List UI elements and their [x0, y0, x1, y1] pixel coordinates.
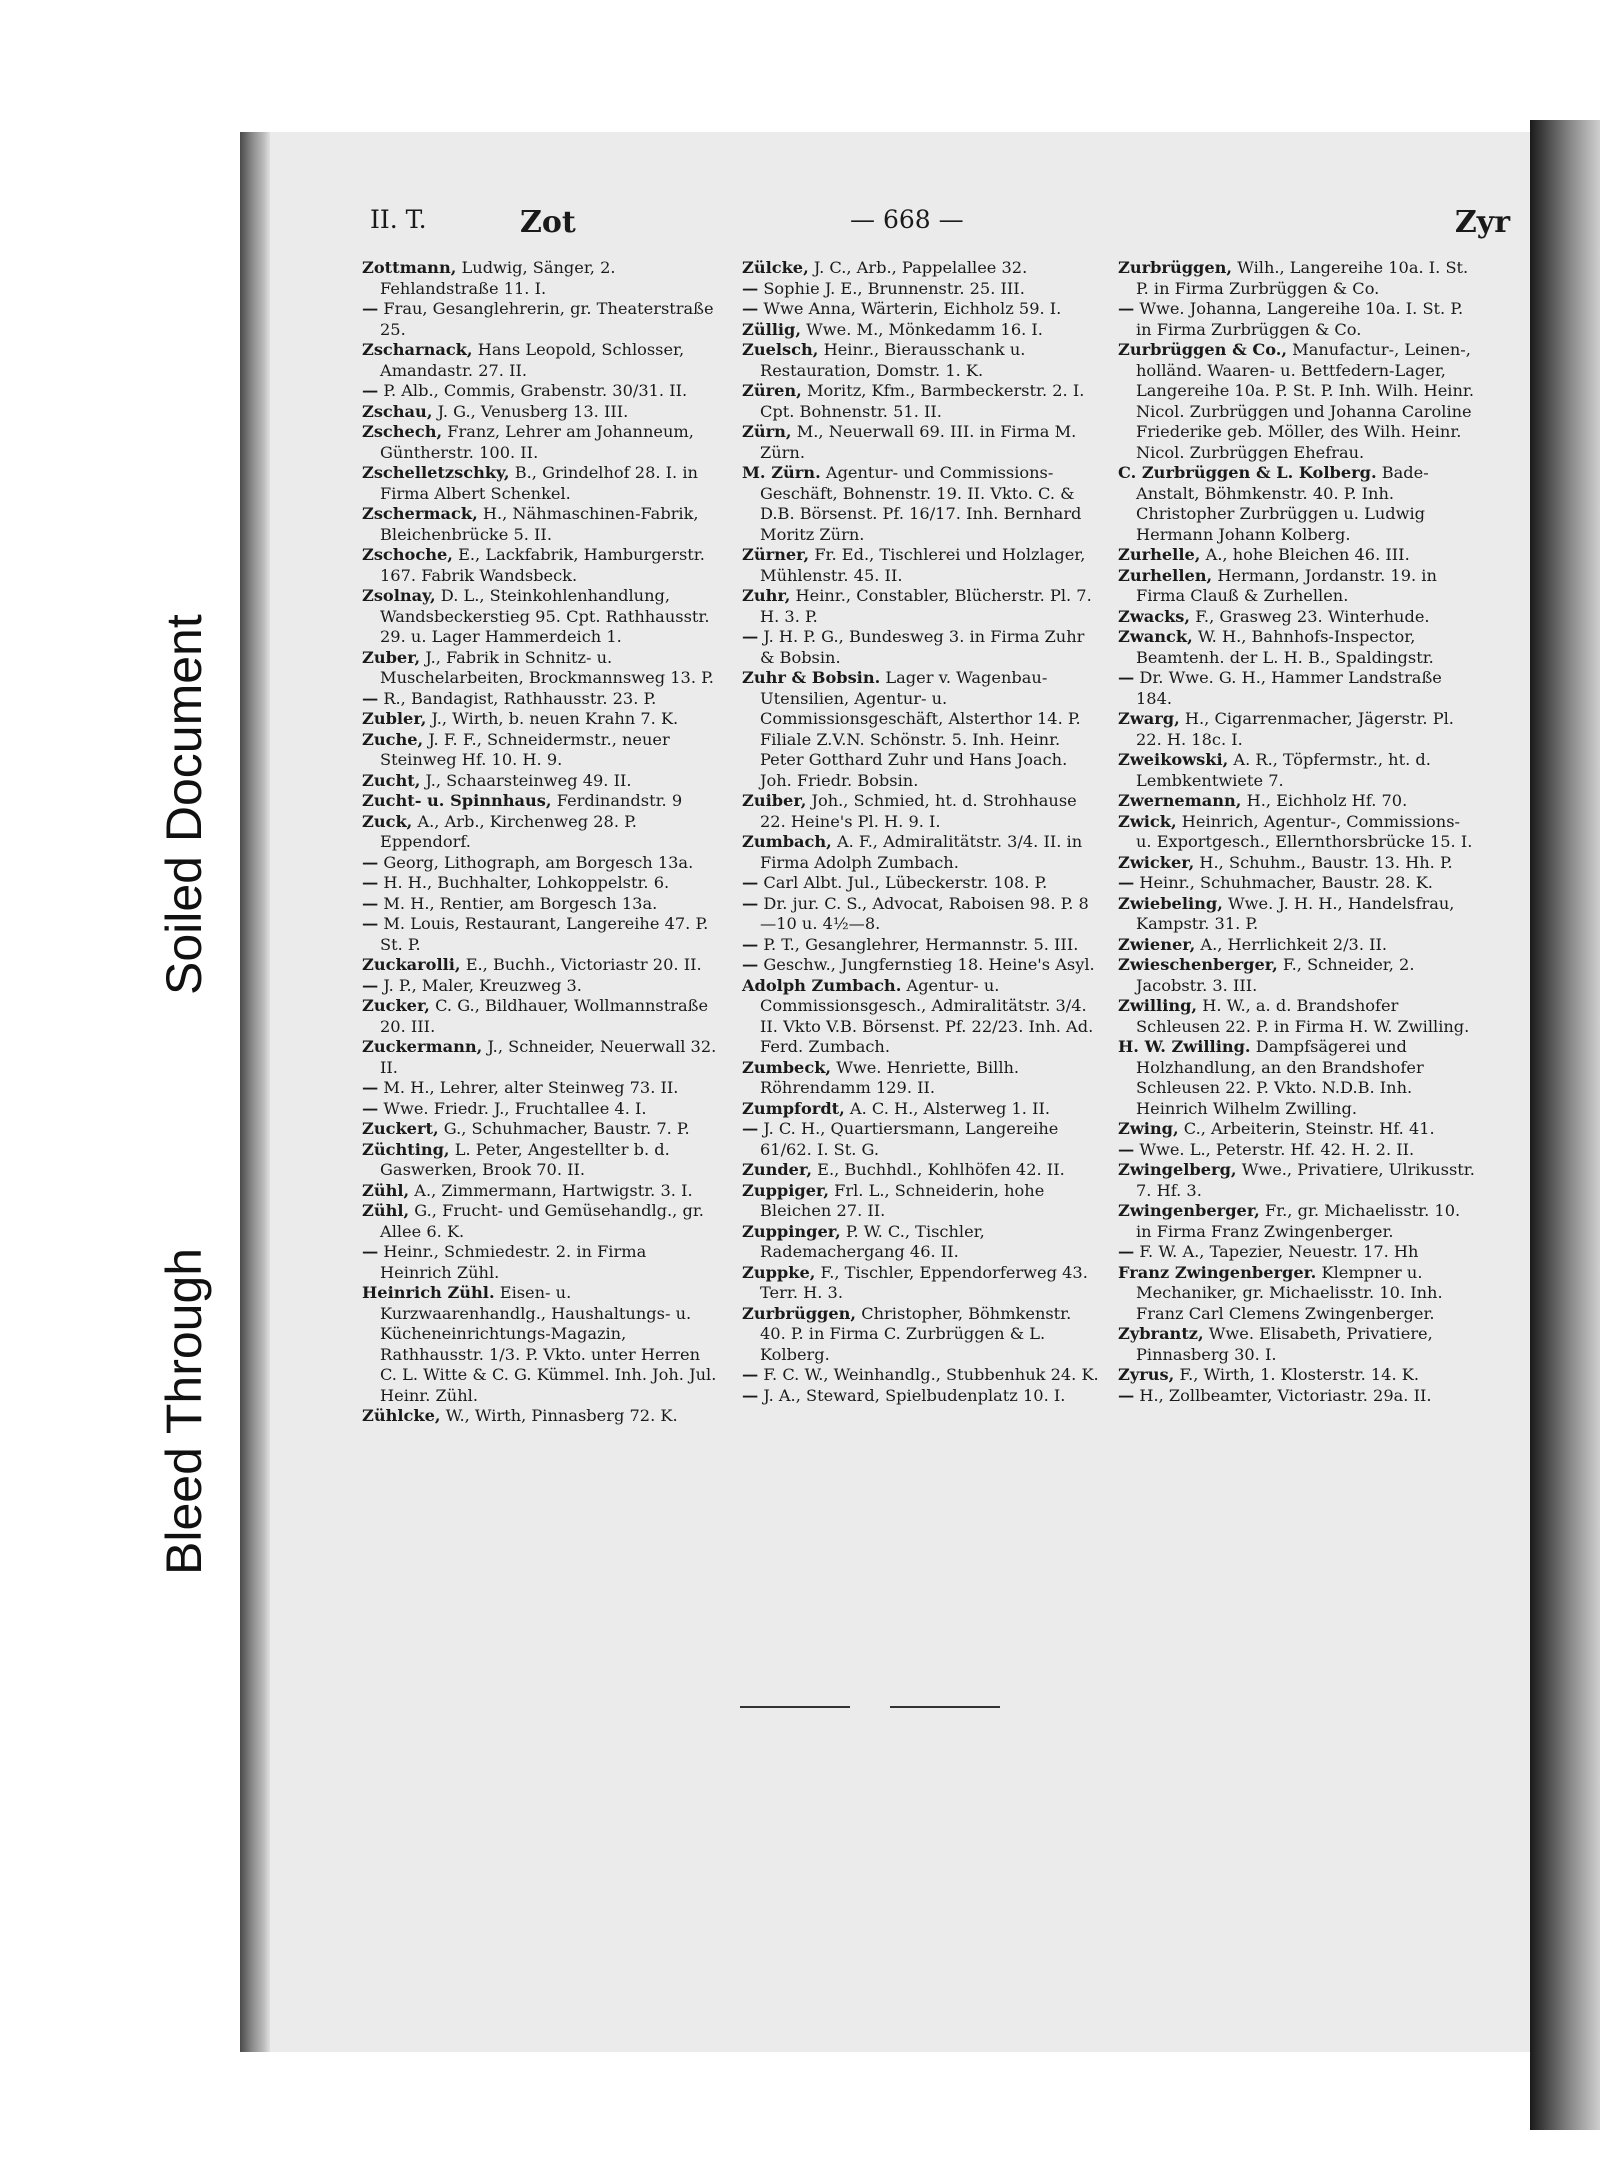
- header-catchword-left: Zot: [520, 205, 576, 240]
- entry-details: J. A., Steward, Spielbudenplatz 10. I.: [763, 1385, 1066, 1405]
- entry-details: A., Zimmermann, Hartwigstr. 3. I.: [414, 1180, 693, 1200]
- directory-entry: [742, 1263, 1102, 1304]
- entry-details: Moritz, Kfm., Barmbeckerstr. 2. I. Cpt. Bohnenstr. 51. II.: [760, 381, 1085, 421]
- entry-name: Heinrich Zühl.: [362, 1283, 495, 1302]
- directory-entry: [742, 668, 1102, 791]
- entry-details: Manufactur-, Leinen-, holländ. Waaren- u. Bettfedern-Lager, Langereihe 10a. P. St. P. Inh. Wilh. Heinr. Nicol. Zurbrüggen und Johanna Caroline Friederike geb. Möller, des Wilh. Heinr. Nicol. Zurbrüggen Ehefrau.: [1136, 340, 1475, 462]
- directory-entry: [742, 340, 1102, 381]
- end-ornament: [740, 1700, 1000, 1714]
- directory-entry: [1118, 709, 1478, 750]
- directory-entry: [362, 791, 722, 812]
- directory-entry: [1118, 627, 1478, 668]
- directory-entry: [742, 955, 1102, 976]
- directory-entry: [362, 648, 722, 689]
- entry-details: Wilh., Langereihe 10a. I. St. P. in Firma Zurbrüggen & Co.: [1136, 258, 1469, 298]
- entry-name: Zumpfordt,: [742, 1098, 845, 1118]
- directory-entry: [742, 586, 1102, 627]
- directory-entry: [1118, 258, 1478, 299]
- entry-name: Zwingelberg,: [1118, 1160, 1237, 1179]
- entry-name: Zwernemann,: [1118, 791, 1242, 810]
- entry-name: Zuppinger,: [742, 1221, 841, 1241]
- entry-name: —: [742, 1119, 759, 1138]
- entry-name: —: [362, 1098, 379, 1118]
- directory-entry: [362, 1242, 722, 1283]
- directory-entry: [362, 381, 722, 402]
- directory-entry: [362, 853, 722, 874]
- directory-entry: [1118, 1242, 1478, 1263]
- entry-details: Heinr., Schmiedestr. 2. in Firma Heinrich Zühl.: [380, 1242, 647, 1282]
- directory-entry: [362, 545, 722, 586]
- entry-name: —: [362, 688, 379, 708]
- directory-entry: [362, 771, 722, 792]
- entry-name: Züllig,: [742, 319, 801, 339]
- directory-entry: [362, 299, 722, 340]
- directory-entry: [1118, 668, 1478, 709]
- entry-details: Agentur- und Commissions-Geschäft, Bohnenstr. 19. II. Vkto. C. & D.B. Börsenst. Pf. 16/17. Inh. Bernhard Moritz Zürn.: [760, 463, 1082, 544]
- entry-name: Zwiebeling,: [1118, 893, 1223, 913]
- entry-details: J. F. F., Schneidermstr., neuer Steinweg Hf. 10. H. 9.: [380, 729, 670, 769]
- entry-details: Geschw., Jungfernstieg 18. Heine's Asyl.: [763, 955, 1095, 974]
- entry-name: Zyrus,: [1118, 1365, 1175, 1384]
- entry-details: A. C. H., Alsterweg 1. II.: [849, 1098, 1051, 1118]
- entry-details: Wwe. Henriette, Billh. Röhrendamm 129. II.: [760, 1057, 1020, 1097]
- entry-details: M. H., Rentier, am Borgesch 13a.: [383, 893, 658, 913]
- entry-details: F., Wirth, 1. Klosterstr. 14. K.: [1179, 1365, 1419, 1384]
- entry-name: —: [742, 1385, 759, 1405]
- directory-entry: [742, 627, 1102, 668]
- entry-details: A. F., Admiralitätstr. 3/4. II. in Firma Adolph Zumbach.: [760, 832, 1083, 872]
- entry-name: —: [1118, 873, 1135, 892]
- entry-details: Eisen- u. Kurzwaarenhandlg., Haushaltungs- u. Kücheneinrichtungs-Magazin, Rathhausstr. 1/3. P. Vkto. unter Herren C. L. Witte & C. G. Kümmel. Inh. Joh. Jul. Heinr. Zühl.: [380, 1283, 717, 1405]
- entry-details: J., Schneider, Neuerwall 32. II.: [380, 1037, 717, 1077]
- entry-name: Zurbrüggen,: [1118, 258, 1233, 277]
- directory-entry: [1118, 607, 1478, 628]
- entry-name: Zuck,: [362, 811, 413, 831]
- entry-details: Wwe. Johanna, Langereihe 10a. I. St. P. in Firma Zurbrüggen & Co.: [1136, 299, 1464, 339]
- directory-entry: [362, 1119, 722, 1140]
- directory-entry: [362, 1099, 722, 1120]
- entry-name: Züren,: [742, 381, 802, 400]
- entry-details: F. W. A., Tapezier, Neuestr. 17. Hh: [1139, 1242, 1419, 1261]
- directory-entry: [1118, 1324, 1478, 1365]
- directory-entry: [362, 709, 722, 730]
- directory-entry: [742, 320, 1102, 341]
- entry-name: —: [742, 873, 759, 892]
- directory-entry: [362, 1140, 722, 1181]
- directory-entry: [362, 976, 722, 997]
- entry-details: Wwe Anna, Wärterin, Eichholz 59. I.: [763, 299, 1062, 318]
- entry-name: Zwingenberger,: [1118, 1201, 1260, 1220]
- entry-details: Frau, Gesanglehrerin, gr. Theaterstraße 25.: [380, 299, 714, 339]
- directory-column-3: [1118, 258, 1478, 1406]
- directory-entry: [742, 1365, 1102, 1386]
- directory-entry: [742, 791, 1102, 832]
- entry-name: Adolph Zumbach.: [742, 975, 902, 995]
- directory-entry: [1118, 955, 1478, 996]
- entry-name: —: [362, 893, 379, 913]
- directory-entry: [362, 873, 722, 894]
- directory-entry: [1118, 935, 1478, 956]
- entry-details: Carl Albt. Jul., Lübeckerstr. 108. P.: [763, 873, 1048, 892]
- entry-details: L. Peter, Angestellter b. d. Gaswerken, Brook 70. II.: [380, 1139, 670, 1179]
- entry-name: —: [362, 1078, 379, 1097]
- entry-details: Sophie J. E., Brunnenstr. 25. III.: [763, 278, 1025, 298]
- entry-name: Zuckermann,: [362, 1037, 483, 1056]
- entry-details: Dr. jur. C. S., Advocat, Raboisen 98. P. 8—10 u. 4½—8.: [760, 893, 1089, 933]
- directory-entry: [362, 955, 722, 976]
- directory-entry: [742, 935, 1102, 956]
- entry-name: Zucht,: [362, 770, 421, 790]
- entry-details: Frl. L., Schneiderin, hohe Bleichen 27. II.: [760, 1180, 1045, 1220]
- directory-entry: [1118, 1140, 1478, 1161]
- entry-name: —: [742, 934, 759, 954]
- entry-name: H. W. Zwilling.: [1118, 1037, 1251, 1056]
- entry-details: G., Schuhmacher, Baustr. 7. P.: [443, 1119, 690, 1138]
- entry-details: J., Schaarsteinweg 49. II.: [425, 770, 632, 790]
- entry-name: Zwacks,: [1118, 606, 1191, 626]
- entry-name: Zwarg,: [1118, 709, 1180, 728]
- directory-entry: [362, 258, 722, 299]
- directory-entry: [362, 689, 722, 710]
- entry-details: M. H., Lehrer, alter Steinweg 73. II.: [383, 1078, 679, 1097]
- entry-details: Franz, Lehrer am Johanneum, Güntherstr. 100. II.: [380, 422, 694, 462]
- directory-entry: [742, 463, 1102, 545]
- entry-name: —: [742, 893, 759, 913]
- entry-details: E., Lackfabrik, Hamburgerstr. 167. Fabrik Wandsbeck.: [380, 545, 705, 585]
- entry-name: Züchting,: [362, 1139, 450, 1159]
- directory-entry: [1118, 996, 1478, 1037]
- directory-entry: [742, 1058, 1102, 1099]
- directory-entry: [1118, 894, 1478, 935]
- directory-entry: [1118, 1386, 1478, 1407]
- entry-details: R., Bandagist, Rathhausstr. 23. P.: [383, 688, 657, 708]
- bleed-through-label: Bleed Through: [156, 1247, 212, 1575]
- entry-details: H., Eichholz Hf. 70.: [1246, 791, 1408, 810]
- entry-name: Zschelletzschky,: [362, 463, 510, 482]
- directory-entry: [742, 1304, 1102, 1366]
- entry-name: Zubler,: [362, 709, 427, 728]
- entry-name: Zunder,: [742, 1160, 812, 1179]
- header-catchword-right: Zyr: [1454, 205, 1510, 240]
- entry-details: Ludwig, Sänger, 2. Fehlandstraße 11. I.: [380, 258, 616, 298]
- directory-entry: [1118, 463, 1478, 545]
- entry-details: E., Buchhdl., Kohlhöfen 42. II.: [817, 1160, 1065, 1179]
- entry-details: W., Wirth, Pinnasberg 72. K.: [445, 1406, 678, 1425]
- entry-details: Wwe., Privatiere, Ulrikusstr. 7. Hf. 3.: [1136, 1160, 1475, 1200]
- directory-column-1: [362, 258, 722, 1427]
- entry-details: H. W., a. d. Brandshofer Schleusen 22. P. in Firma H. W. Zwilling.: [1136, 996, 1470, 1036]
- entry-details: Ferdinandstr. 9: [556, 791, 683, 810]
- directory-entry: [362, 812, 722, 853]
- entry-name: —: [362, 852, 379, 872]
- directory-entry: [362, 1201, 722, 1242]
- right-page-edge: [1530, 120, 1600, 2130]
- entry-name: —: [1118, 1385, 1135, 1405]
- entry-name: Zwilling,: [1118, 996, 1198, 1015]
- soiled-document-label: Soiled Document: [156, 614, 212, 995]
- entry-name: —: [1118, 1139, 1135, 1159]
- entry-name: Franz Zwingenberger.: [1118, 1262, 1317, 1282]
- page-number: — 668 —: [850, 205, 964, 234]
- directory-entry: [362, 586, 722, 648]
- entry-name: Zwicker,: [1118, 852, 1195, 872]
- entry-name: Zumbeck,: [742, 1057, 832, 1077]
- entry-name: Zurhellen,: [1118, 565, 1213, 585]
- entry-name: Zurbrüggen & Co.,: [1118, 340, 1287, 359]
- entry-name: —: [1118, 299, 1135, 318]
- entry-name: Zühl,: [362, 1180, 410, 1200]
- entry-name: Zurbrüggen,: [742, 1303, 857, 1323]
- entry-details: Christopher, Böhmkenstr. 40. P. in Firma C. Zurbrüggen & L. Kolberg.: [760, 1303, 1072, 1364]
- entry-name: Zwick,: [1118, 811, 1177, 831]
- entry-details: E., Buchh., Victoriastr 20. II.: [465, 955, 702, 974]
- directory-entry: [362, 1283, 722, 1406]
- entry-details: Agentur- u. Commissionsgesch., Admiralitätstr. 3/4. II. Vkto V.B. Börsenst. Pf. 22/23. Inh. Ad. Ferd. Zumbach.: [760, 975, 1094, 1056]
- directory-entry: [362, 996, 722, 1037]
- directory-entry: [1118, 812, 1478, 853]
- entry-details: J. G., Venusberg 13. III.: [437, 401, 629, 421]
- entry-details: J. C., Arb., Pappelallee 32.: [813, 258, 1028, 277]
- entry-name: Zuppiger,: [742, 1180, 829, 1200]
- entry-name: Zuhr,: [742, 586, 791, 605]
- entry-name: Zucht- u. Spinnhaus,: [362, 791, 552, 810]
- entry-details: Fr. Ed., Tischlerei und Holzlager, Mühlenstr. 45. II.: [760, 545, 1086, 585]
- entry-details: C. G., Bildhauer, Wollmannstraße 20. III.: [380, 996, 709, 1036]
- directory-entry: [742, 873, 1102, 894]
- directory-entry: [362, 1037, 722, 1078]
- entry-details: A., Herrlichkeit 2/3. II.: [1200, 934, 1388, 954]
- entry-name: —: [742, 627, 759, 646]
- entry-details: J. C. H., Quartiersmann, Langereihe 61/62. I. St. G.: [760, 1119, 1059, 1159]
- directory-entry: [362, 730, 722, 771]
- entry-details: Hans Leopold, Schlosser, Amandastr. 27. II.: [380, 340, 685, 380]
- entry-name: Zwing,: [1118, 1119, 1179, 1138]
- entry-details: H., Nähmaschinen-Fabrik, Bleichenbrücke 5. II.: [380, 504, 699, 544]
- directory-entry: [1118, 1365, 1478, 1386]
- entry-details: F., Grasweg 23. Winterhude.: [1195, 606, 1430, 626]
- entry-name: —: [1118, 668, 1135, 687]
- entry-details: A., hohe Bleichen 46. III.: [1205, 545, 1410, 564]
- entry-details: Heinr., Constabler, Blücherstr. Pl. 7. H. 3. P.: [760, 586, 1092, 626]
- entry-name: Zuhr & Bobsin.: [742, 668, 881, 687]
- entry-details: Lager v. Wagenbau-Utensilien, Agentur- u. Commissionsgeschäft, Alsterthor 14. P. Filiale Z.V.N. Schönstr. 5. Inh. Heinr. Peter Gotthard Zuhr und Hans Joach. Joh. Friedr. Bobsin.: [760, 668, 1081, 790]
- entry-name: —: [1118, 1242, 1135, 1261]
- entry-details: W. H., Bahnhofs-Inspector, Beamtenh. der L. H. B., Spaldingstr.: [1136, 627, 1434, 667]
- entry-details: H. H., Buchhalter, Lohkoppelstr. 6.: [383, 873, 670, 892]
- entry-name: —: [362, 299, 379, 318]
- directory-entry: [1118, 791, 1478, 812]
- directory-entry: [1118, 1119, 1478, 1140]
- entry-details: B., Grindelhof 28. I. in Firma Albert Schenkel.: [380, 463, 698, 503]
- directory-entry: [742, 279, 1102, 300]
- entry-name: Zschau,: [362, 401, 433, 421]
- directory-entry: [1118, 1160, 1478, 1201]
- entry-name: —: [362, 873, 379, 892]
- entry-name: Zumbach,: [742, 832, 832, 851]
- directory-entry: [742, 1119, 1102, 1160]
- directory-entry: [1118, 1037, 1478, 1119]
- directory-entry: [362, 894, 722, 915]
- entry-details: F. C. W., Weinhandlg., Stubbenhuk 24. K.: [763, 1365, 1099, 1384]
- directory-entry: [742, 545, 1102, 586]
- directory-entry: [742, 832, 1102, 873]
- entry-details: Georg, Lithograph, am Borgesch 13a.: [383, 852, 694, 872]
- entry-details: Fr., gr. Michaelisstr. 10. in Firma Franz Zwingenberger.: [1136, 1201, 1461, 1241]
- entry-name: Zsolnay,: [362, 586, 436, 605]
- entry-name: —: [362, 975, 379, 995]
- entry-name: Zschech,: [362, 422, 443, 441]
- entry-details: H., Zollbeamter, Victoriastr. 29a. II.: [1139, 1385, 1432, 1405]
- entry-details: M. Louis, Restaurant, Langereihe 47. P. St. P.: [380, 914, 709, 954]
- directory-entry: [1118, 545, 1478, 566]
- entry-details: A. R., Töpfermstr., ht. d. Lembkentwiete 7.: [1136, 750, 1431, 790]
- entry-details: Wwe. Friedr. J., Fruchtallee 4. I.: [383, 1098, 647, 1118]
- entry-name: Zucker,: [362, 996, 430, 1015]
- entry-details: F., Schneider, 2. Jacobstr. 3. III.: [1136, 955, 1415, 995]
- directory-entry: [1118, 873, 1478, 894]
- entry-name: Zuche,: [362, 729, 424, 749]
- entry-details: H., Schuhm., Baustr. 13. Hh. P.: [1199, 852, 1453, 872]
- entry-name: —: [742, 1365, 759, 1384]
- entry-name: Zuelsch,: [742, 340, 819, 359]
- directory-entry: [362, 422, 722, 463]
- entry-name: Zschoche,: [362, 545, 453, 564]
- entry-name: —: [742, 955, 759, 974]
- entry-name: Zuckert,: [362, 1119, 439, 1138]
- entry-name: Zülcke,: [742, 258, 809, 277]
- entry-name: Zottmann,: [362, 258, 457, 277]
- entry-details: A., Arb., Kirchenweg 28. P. Eppendorf.: [380, 811, 637, 851]
- entry-details: M., Neuerwall 69. III. in Firma M. Zürn.: [760, 422, 1077, 462]
- entry-name: Zürn,: [742, 422, 792, 441]
- directory-entry: [742, 1099, 1102, 1120]
- entry-details: Heinr., Bierausschank u. Restauration, Domstr. 1. K.: [760, 340, 1026, 380]
- entry-name: Zschermack,: [362, 504, 478, 523]
- entry-name: Zscharnack,: [362, 340, 473, 359]
- directory-entry: [742, 258, 1102, 279]
- directory-entry: [742, 976, 1102, 1058]
- directory-entry: [1118, 853, 1478, 874]
- directory-entry: [362, 463, 722, 504]
- entry-details: Klempner u. Mechaniker, gr. Michaelisstr. 10. Inh. Franz Carl Clemens Zwingenberger.: [1136, 1262, 1443, 1323]
- entry-name: —: [362, 381, 379, 400]
- directory-entry: [362, 914, 722, 955]
- entry-name: Zürner,: [742, 545, 810, 564]
- entry-name: C. Zurbrüggen & L. Kolberg.: [1118, 463, 1377, 482]
- page-binding-edge: [240, 132, 270, 2052]
- directory-entry: [1118, 566, 1478, 607]
- entry-details: Wwe. M., Mönkedamm 16. I.: [806, 319, 1043, 339]
- page-header: [370, 205, 1510, 249]
- entry-details: Wwe. L., Peterstr. Hf. 42. H. 2. II.: [1139, 1139, 1415, 1159]
- directory-entry: [742, 422, 1102, 463]
- directory-entry: [1118, 1201, 1478, 1242]
- directory-entry: [1118, 750, 1478, 791]
- entry-name: Zühlcke,: [362, 1406, 441, 1425]
- entry-name: Zurhelle,: [1118, 545, 1201, 564]
- entry-details: J. P., Maler, Kreuzweg 3.: [383, 975, 582, 995]
- directory-entry: [362, 1406, 722, 1427]
- entry-name: —: [362, 914, 379, 933]
- entry-details: H., Cigarrenmacher, Jägerstr. Pl. 22. H. 18c. I.: [1136, 709, 1454, 749]
- entry-details: P. T., Gesanglehrer, Hermannstr. 5. III.: [763, 934, 1079, 954]
- directory-entry: [362, 504, 722, 545]
- entry-details: Joh., Schmied, ht. d. Strohhause 22. Heine's Pl. H. 9. I.: [760, 791, 1077, 831]
- entry-name: Zwiener,: [1118, 934, 1196, 954]
- entry-name: M. Zürn.: [742, 463, 821, 482]
- entry-details: Hermann, Jordanstr. 19. in Firma Clauß & Zurhellen.: [1136, 565, 1437, 605]
- entry-details: Heinrich, Agentur-, Commissions- u. Exportgesch., Ellernthorsbrücke 15. I.: [1136, 811, 1473, 851]
- entry-name: Zuppke,: [742, 1262, 816, 1282]
- entry-details: Heinr., Schuhmacher, Baustr. 28. K.: [1139, 873, 1433, 892]
- entry-name: Zühl,: [362, 1201, 410, 1220]
- entry-name: Zweikowski,: [1118, 750, 1229, 769]
- entry-name: Zwanck,: [1118, 627, 1193, 646]
- directory-entry: [362, 1078, 722, 1099]
- directory-entry: [742, 1160, 1102, 1181]
- entry-name: Zwieschenberger,: [1118, 955, 1278, 974]
- entry-name: —: [742, 299, 759, 318]
- entry-details: Dampfsägerei und Holzhandlung, an den Brandshofer Schleusen 22. P. Vkto. N.D.B. Inh. Heinrich Wilhelm Zwilling.: [1136, 1037, 1424, 1118]
- directory-entry: [742, 1222, 1102, 1263]
- directory-entry: [1118, 340, 1478, 463]
- entry-details: Wwe. Elisabeth, Privatiere, Pinnasberg 30. I.: [1136, 1324, 1433, 1364]
- entry-name: Zuber,: [362, 647, 421, 667]
- directory-entry: [742, 894, 1102, 935]
- directory-entry: [742, 1386, 1102, 1407]
- entry-name: —: [742, 278, 759, 298]
- entry-details: F., Tischler, Eppendorferweg 43. Terr. H. 3.: [760, 1262, 1088, 1302]
- entry-details: J. H. P. G., Bundesweg 3. in Firma Zuhr & Bobsin.: [760, 627, 1085, 667]
- directory-column-2: [742, 258, 1102, 1406]
- entry-details: Wwe. J. H. H., Handelsfrau, Kampstr. 31. P.: [1136, 893, 1455, 933]
- directory-entry: [1118, 299, 1478, 340]
- entry-details: D. L., Steinkohlenhandlung, Wandsbeckerstieg 95. Cpt. Rathhausstr. 29. u. Lager Hammerdeich 1.: [380, 586, 710, 646]
- directory-entry: [742, 381, 1102, 422]
- directory-entry: [742, 299, 1102, 320]
- entry-name: Zuiber,: [742, 791, 807, 810]
- directory-entry: [362, 340, 722, 381]
- entry-details: P. Alb., Commis, Grabenstr. 30/31. II.: [383, 381, 688, 400]
- entry-details: Dr. Wwe. G. H., Hammer Landstraße 184.: [1136, 668, 1442, 708]
- entry-name: Zuckarolli,: [362, 955, 461, 974]
- directory-entry: [1118, 1263, 1478, 1325]
- directory-entry: [362, 402, 722, 423]
- directory-entry: [362, 1181, 722, 1202]
- entry-name: —: [362, 1242, 379, 1261]
- entry-details: G., Frucht- und Gemüsehandlg., gr. Allee 6. K.: [380, 1201, 704, 1241]
- directory-entry: [742, 1181, 1102, 1222]
- entry-details: C., Arbeiterin, Steinstr. Hf. 41.: [1183, 1119, 1435, 1138]
- section-marker: II. T.: [370, 205, 427, 234]
- entry-details: J., Fabrik in Schnitz- u. Muschelarbeiten, Brockmannsweg 13. P.: [380, 647, 714, 687]
- entry-details: Bade-Anstalt, Böhmkenstr. 40. P. Inh. Christopher Zurbrüggen u. Ludwig Hermann Johann Kolberg.: [1136, 463, 1429, 544]
- entry-name: Zybrantz,: [1118, 1324, 1204, 1343]
- entry-details: P. W. C., Tischler, Rademachergang 46. II.: [760, 1221, 985, 1261]
- entry-details: J., Wirth, b. neuen Krahn 7. K.: [431, 709, 679, 728]
